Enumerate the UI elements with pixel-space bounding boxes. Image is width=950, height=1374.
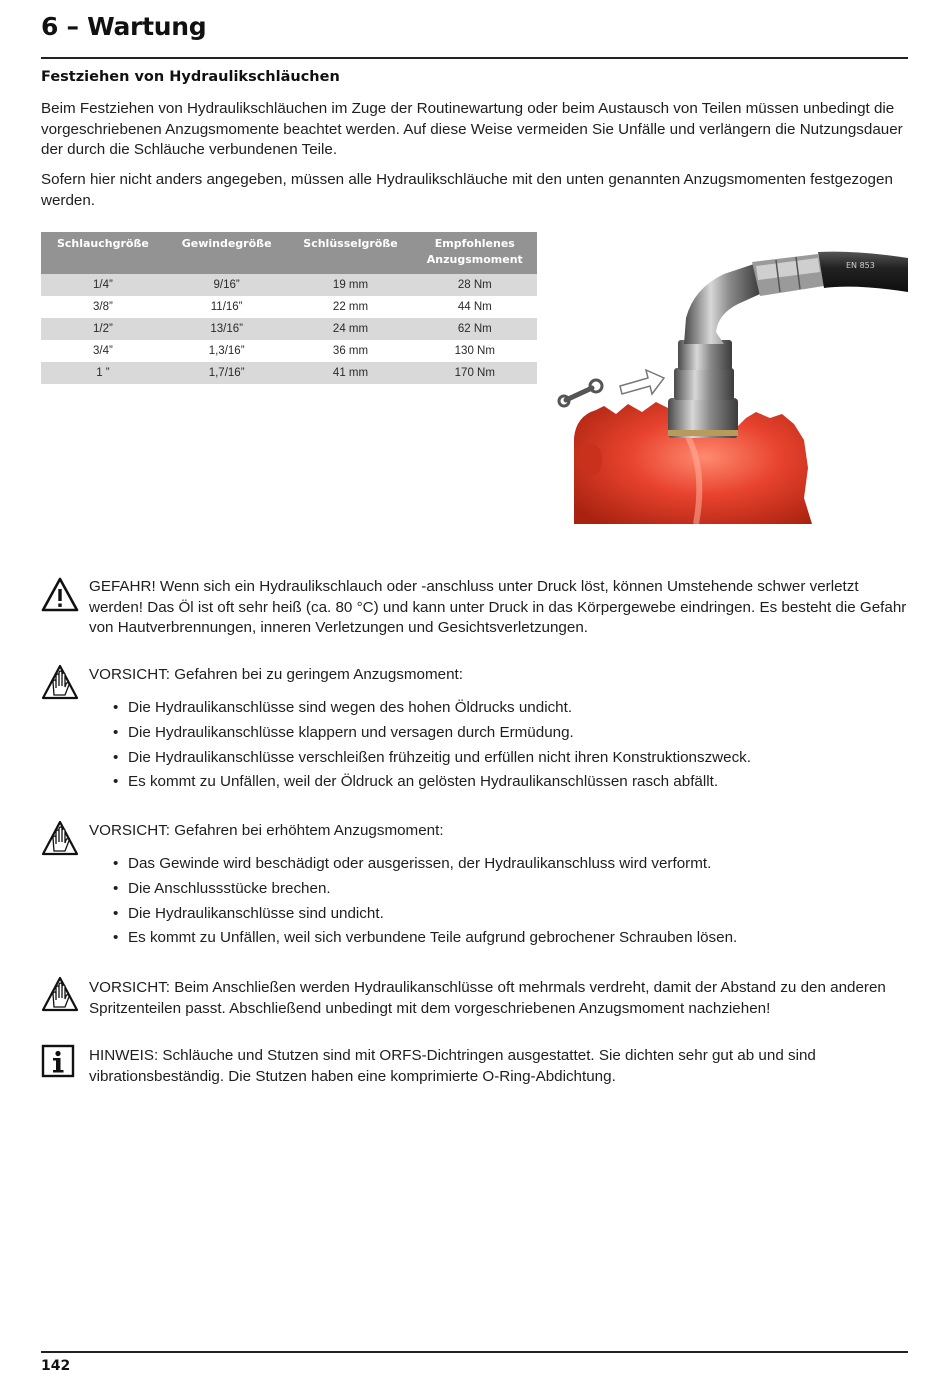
table-header-cell: Schlüsselgröße	[288, 232, 412, 274]
hand-stop-icon	[41, 664, 79, 702]
table-cell: 1/4”	[41, 274, 165, 296]
table-cell: 22 mm	[288, 296, 412, 318]
table-cell: 11/16”	[165, 296, 289, 318]
info-note	[41, 1044, 911, 1088]
torque-table	[41, 232, 537, 384]
danger-text: GEFAHR! Wenn sich ein Hydraulikschlauch oder -anschluss unter Druck löst, können Umstehende schwer verletzt werden! Das Öl ist oft sehr heiß (ca. 80 °C) und kann unter Druck in das Körpergewebe eindringen. Es besteht die Gefahr von Hautverbrennungen, inneren Verletzungen und Gesichtsverletzungen.	[89, 578, 907, 636]
table-cell: 36 mm	[288, 340, 412, 362]
table-header-cell: Gewindegröße	[165, 232, 289, 274]
caution-list-low-torque	[113, 696, 913, 795]
table-row	[41, 318, 537, 340]
info-text: HINWEIS: Schläuche und Stutzen sind mit ORFS-Dichtringen ausgestattet. Sie dichten sehr gut ab und sind vibrationsbeständig. Die Stutzen haben eine komprimierte O-Ring-Abdichtung.	[89, 1047, 816, 1085]
table-cell: 3/4”	[41, 340, 165, 362]
table-cell: 41 mm	[288, 362, 412, 384]
info-icon	[41, 1044, 79, 1082]
hydraulic-fitting-photo	[556, 228, 908, 524]
table-cell: 1,3/16”	[165, 340, 289, 362]
caution-text-connection: VORSICHT: Beim Anschließen werden Hydraulikanschlüsse oft mehrmals verdreht, damit der Abstand zu den anderen Spritzenteilen passt. Abschließend unbedingt mit dem vorgeschriebenen Anzugsmoment nachziehen!	[89, 979, 886, 1017]
svg-text:EN 853: EN 853	[846, 261, 875, 270]
table-row	[41, 362, 537, 384]
wrench-icon	[559, 380, 602, 406]
table-cell: 1/2”	[41, 318, 165, 340]
list-item: • Die Hydraulikanschlüsse sind undicht.	[113, 902, 913, 927]
page-number: 142	[41, 1358, 71, 1374]
table-cell: 19 mm	[288, 274, 412, 296]
caution-text-low-torque: VORSICHT: Gefahren bei zu geringem Anzugsmoment:	[89, 666, 463, 683]
warning-triangle-icon	[41, 576, 79, 614]
hand-stop-icon	[41, 820, 79, 858]
table-cell: 24 mm	[288, 318, 412, 340]
header-rule	[41, 57, 908, 59]
intro-paragraph-1: Beim Festziehen von Hydraulikschläuchen im Zuge der Routinewartung oder beim Austausch von Teilen müssen unbedingt die vorgeschriebenen Anzugsmomente beachtet werden. Auf diese Weise vermeiden Sie Unfälle und verlängern die Nutzungsdauer der durch die Schläuche verbundenen Teile.	[41, 100, 903, 158]
caution-text-high-torque: VORSICHT: Gefahren bei erhöhtem Anzugsmoment:	[89, 822, 444, 839]
footer-rule	[41, 1351, 908, 1353]
danger-note	[41, 576, 911, 640]
list-item: • Die Anschlussstücke brechen.	[113, 877, 913, 902]
table-cell: 1 ”	[41, 362, 165, 384]
caution-note-connection	[41, 976, 911, 1020]
hand-stop-icon	[41, 976, 79, 1014]
table-cell: 44 Nm	[413, 296, 537, 318]
table-cell: 62 Nm	[413, 318, 537, 340]
intro-paragraph-2: Sofern hier nicht anders angegeben, müssen alle Hydraulikschläuche mit den unten genannten Anzugsmomenten festgezogen werden.	[41, 171, 893, 209]
table-row	[41, 296, 537, 318]
table-cell: 9/16”	[165, 274, 289, 296]
table-cell: 1,7/16”	[165, 362, 289, 384]
list-item: • Die Hydraulikanschlüsse verschleißen frühzeitig und erfüllen nicht ihren Konstruktionszweck.	[113, 746, 913, 771]
table-header-row	[41, 232, 537, 274]
table-cell: 170 Nm	[413, 362, 537, 384]
list-item: • Die Hydraulikanschlüsse klappern und versagen durch Ermüdung.	[113, 721, 913, 746]
table-header-cell: Empfohlenes Anzugsmoment	[413, 232, 537, 274]
table-cell: 130 Nm	[413, 340, 537, 362]
list-item: • Es kommt zu Unfällen, weil der Öldruck an gelösten Hydraulikanschlüssen rasch abfällt.	[113, 770, 913, 795]
table-header-cell: Schlauchgröße	[41, 232, 165, 274]
list-item: • Die Hydraulikanschlüsse sind wegen des hohen Öldrucks undicht.	[113, 696, 913, 721]
table-row	[41, 340, 537, 362]
table-cell: 3/8”	[41, 296, 165, 318]
page-title: 6 – Wartung	[41, 12, 207, 41]
table-row	[41, 274, 537, 296]
list-item: • Es kommt zu Unfällen, weil sich verbundene Teile aufgrund gebrochener Schrauben lösen.	[113, 926, 913, 951]
table-cell: 13/16”	[165, 318, 289, 340]
table-cell: 28 Nm	[413, 274, 537, 296]
caution-list-high-torque	[113, 852, 913, 951]
list-item: • Das Gewinde wird beschädigt oder ausgerissen, der Hydraulikanschluss wird verformt.	[113, 852, 913, 877]
section-title: Festziehen von Hydraulikschläuchen	[41, 69, 340, 85]
